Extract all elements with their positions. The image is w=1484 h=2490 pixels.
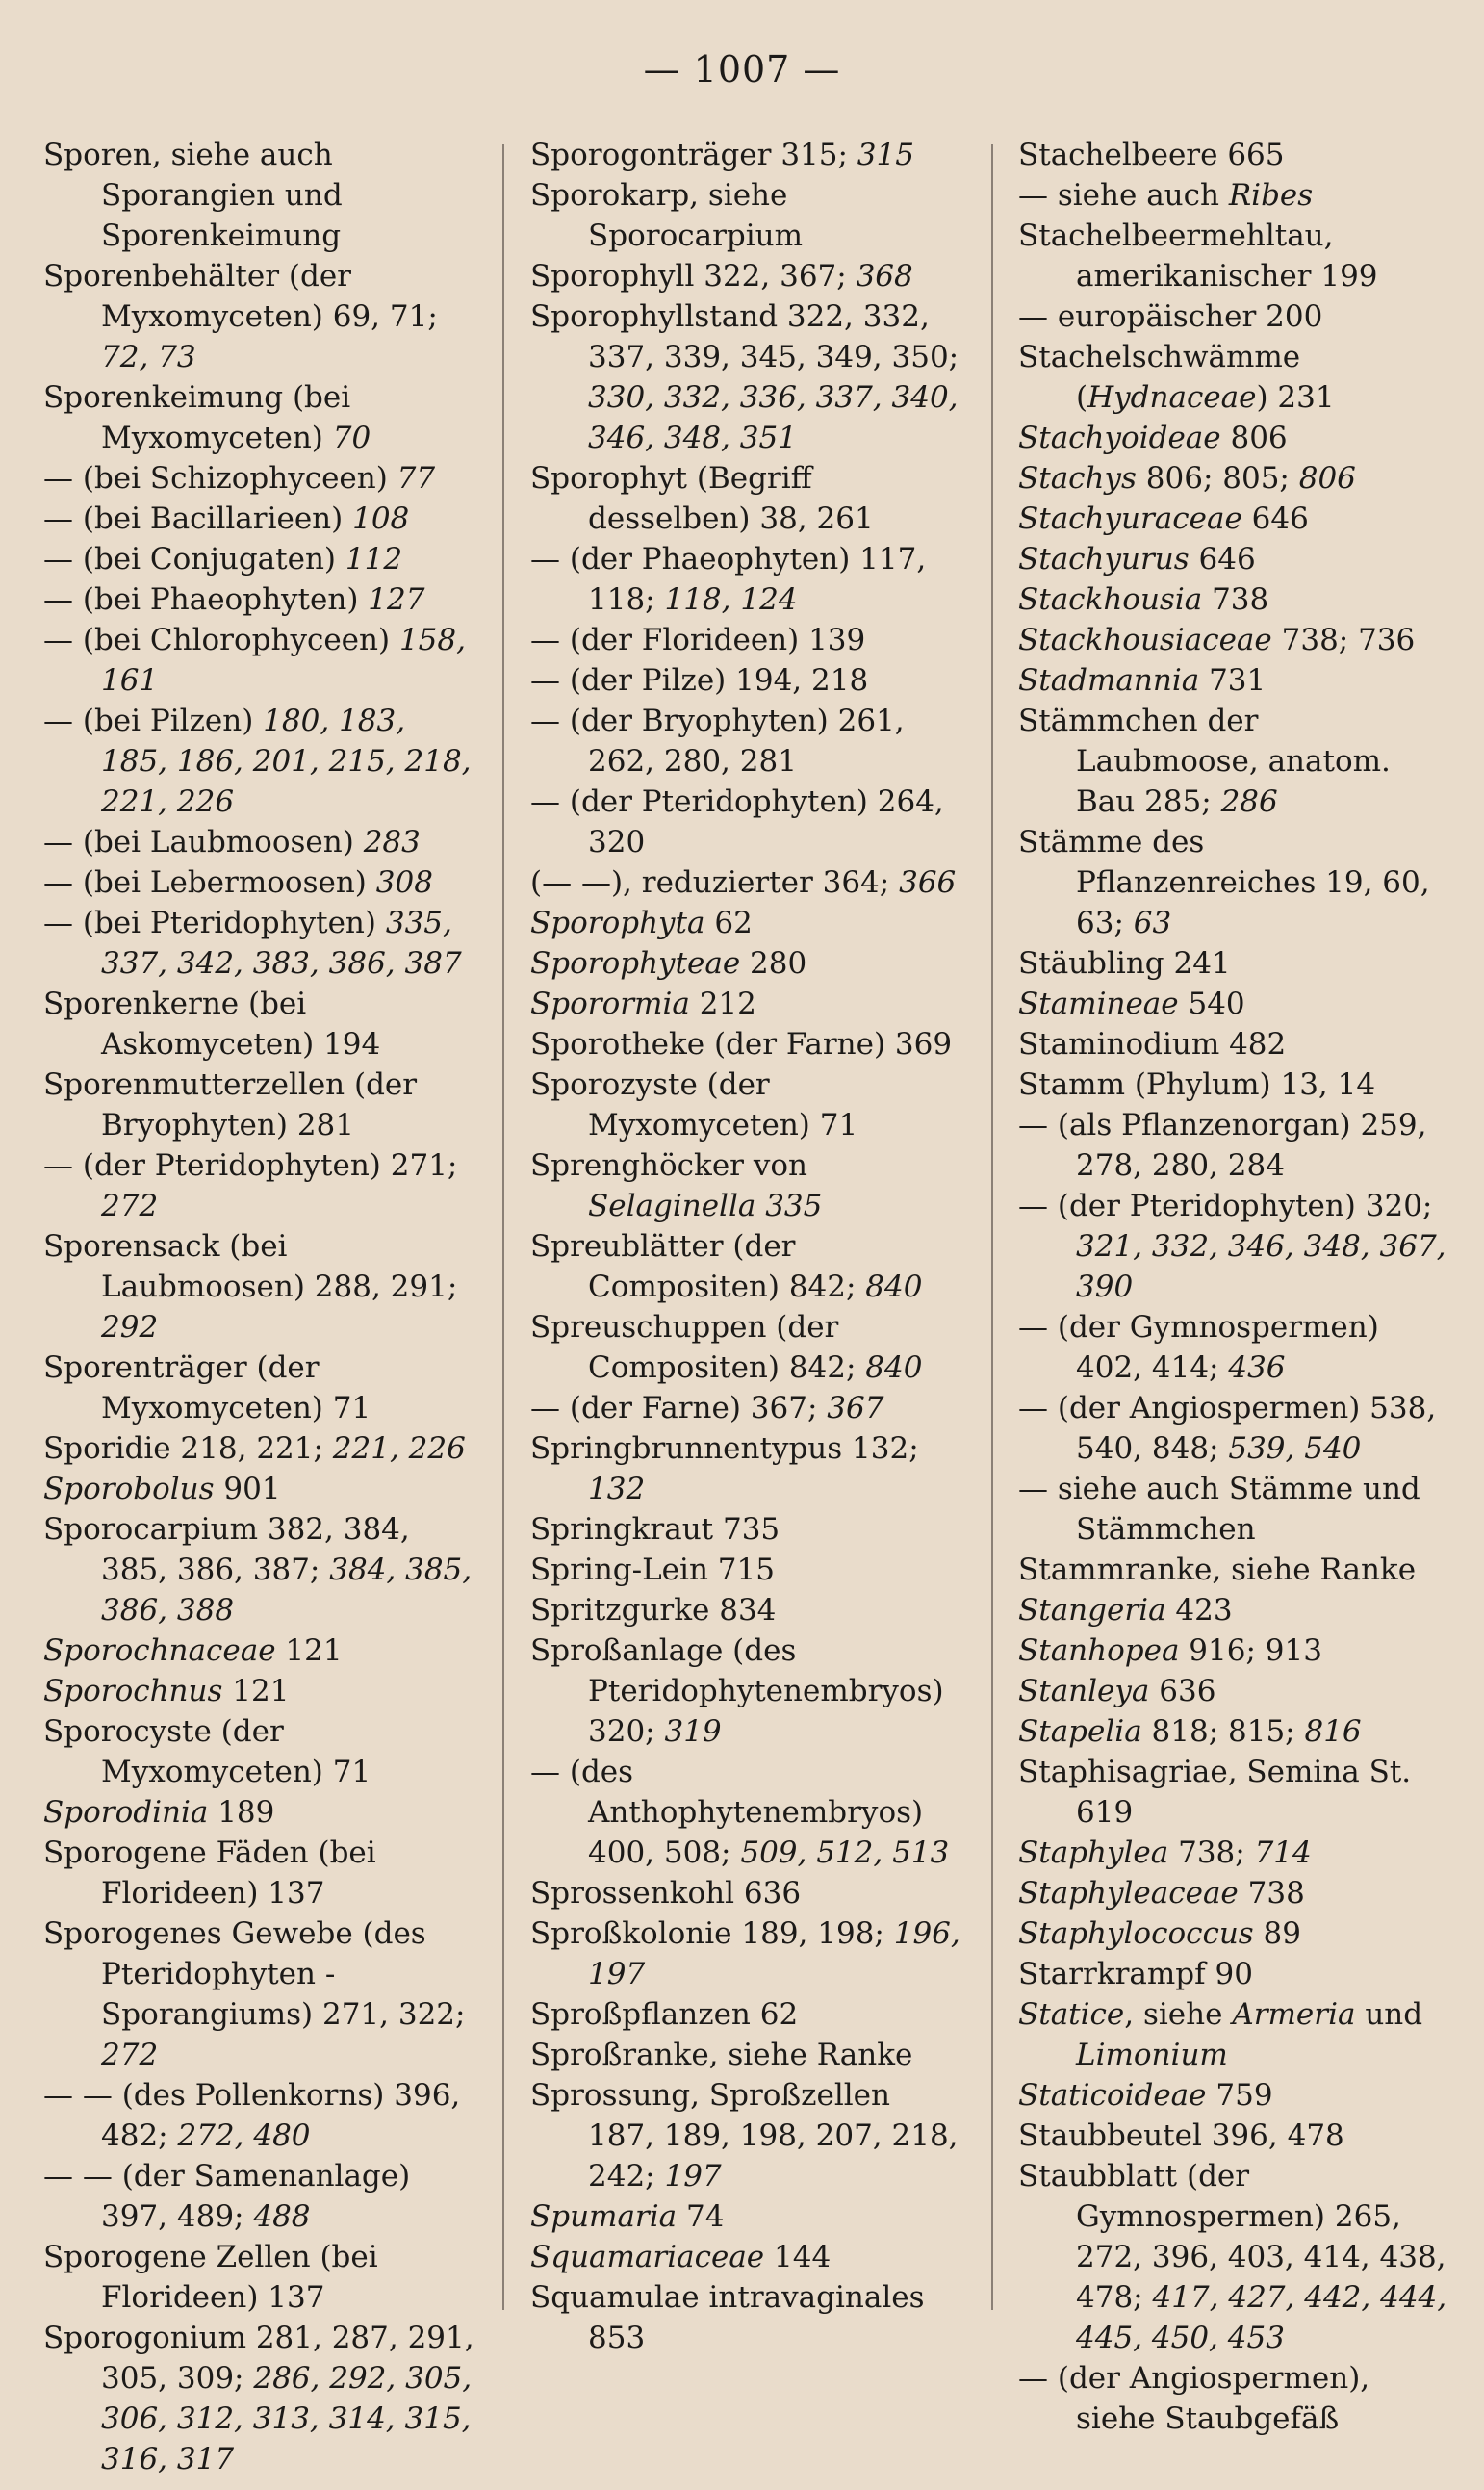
index-entry: Spreublätter (der Compositen) 842; 840	[530, 1229, 923, 1304]
index-entry: — (bei Pteridophyten) 335, 337, 342, 383, 386, 387	[43, 906, 462, 981]
index-entry: Stammranke, siehe Ranke	[1018, 1553, 1417, 1587]
page-number: — 1007 —	[643, 48, 841, 90]
index-entry: Sporenkeimung (bei Myxomyceten) 70	[43, 380, 371, 455]
index-entry: Stachyuraceae 646	[1018, 501, 1309, 536]
index-entry: Squamariaceae 144	[530, 2240, 832, 2274]
index-entry: Sporocarpium 382, 384, 385, 386, 387; 384, 385, 386, 388	[43, 1512, 473, 1628]
index-entry: — (der Pteridophyten) 271; 272	[43, 1148, 458, 1223]
index-entry: Sporen, siehe auch Sporangien und Sporenkeimung	[43, 138, 343, 253]
index-entry: Sporormia 212	[530, 987, 756, 1021]
index-entry: Stachyoideae 806	[1018, 421, 1288, 455]
index-entry: — (der Farne) 367; 367	[530, 1391, 884, 1425]
index-entry: Stackhousia 738	[1018, 582, 1269, 617]
index-entry: Sporodinia 189	[43, 1795, 275, 1830]
index-entry: — — (der Samenanlage) 397, 489; 488	[43, 2159, 411, 2234]
index-entry: Sporidie 218, 221; 221, 226	[43, 1431, 466, 1466]
index-entry: Sprossung, Sproßzellen 187, 189, 198, 207, 218, 242; 197	[530, 2078, 959, 2194]
index-entry: Sproßkolonie 189, 198; 196, 197	[530, 1916, 960, 1991]
index-entry: — (bei Chlorophyceen) 158, 161	[43, 623, 466, 698]
index-entry: Stachelbeermehltau, amerikanischer 199	[1018, 218, 1378, 294]
index-entry: — (bei Schizophyceen) 77	[43, 461, 436, 496]
index-column-3	[1018, 135, 1449, 2439]
index-entry: — (der Phaeophyten) 117, 118; 118, 124	[530, 542, 927, 617]
index-entry: Stanhopea 916; 913	[1018, 1633, 1322, 1668]
index-entry: — (bei Laubmoosen) 283	[43, 825, 421, 860]
index-entry: Sporogonium 281, 287, 291, 305, 309; 286, 292, 305, 306, 312, 313, 314, 315, 316, 317	[43, 2321, 474, 2477]
index-entry: Staubblatt (der Gymnospermen) 265, 272, 396, 403, 414, 438, 478; 417, 427, 442, 444, 445, 450, 453	[1018, 2159, 1447, 2355]
index-entry: — (der Bryophyten) 261, 262, 280, 281	[530, 704, 905, 779]
index-entry: — (bei Bacillarieen) 108	[43, 501, 410, 536]
index-entry: Stamineae 540	[1018, 987, 1245, 1021]
index-entry: Sporobolus 901	[43, 1472, 281, 1506]
index-entry: Sporogonträger 315; 315	[530, 138, 914, 172]
index-entry: — siehe auch Stämme und Stämmchen	[1018, 1472, 1420, 1547]
index-entry: Stamm (Phylum) 13, 14	[1018, 1067, 1376, 1102]
index-entry: — europäischer 200	[1018, 299, 1323, 334]
index-entry: Squamulae intravaginales 853	[530, 2280, 925, 2355]
index-entry: Stachelschwämme (Hydnaceae) 231	[1018, 340, 1335, 415]
index-entry: Stanleya 636	[1018, 1674, 1216, 1708]
index-entry: Spritzgurke 834	[530, 1593, 777, 1628]
index-entry: Spring-Lein 715	[530, 1553, 775, 1587]
index-entry: Sprenghöcker von Selaginella 335	[530, 1148, 823, 1223]
index-entry: Staphylea 738; 714	[1018, 1835, 1312, 1870]
index-entry: Sporenkerne (bei Askomyceten) 194	[43, 987, 381, 1062]
index-entry: Staphisagriae, Semina St. 619	[1018, 1755, 1412, 1830]
index-entry: Sporensack (bei Laubmoosen) 288, 291; 292	[43, 1229, 458, 1345]
index-entry: — (bei Conjugaten) 112	[43, 542, 403, 577]
index-entry: Sporotheke (der Farne) 369	[530, 1027, 953, 1062]
index-entry: Sporozyste (der Myxomyceten) 71	[530, 1067, 858, 1142]
index-entry: Sproßpflanzen 62	[530, 1997, 799, 2032]
index-entry: — (der Pilze) 194, 218	[530, 663, 869, 698]
column-divider	[502, 144, 504, 2310]
index-entry: Stämme des Pflanzenreiches 19, 60, 63; 63	[1018, 825, 1430, 940]
index-entry: Sporochnus 121	[43, 1674, 290, 1708]
index-entry: Staphylococcus 89	[1018, 1916, 1302, 1951]
index-entry: Sporocyste (der Myxomyceten) 71	[43, 1714, 371, 1789]
index-entry: Stapelia 818; 815; 816	[1018, 1714, 1362, 1749]
index-entry: Sporophyll 322, 367; 368	[530, 259, 913, 294]
index-entry: Stachyurus 646	[1018, 542, 1256, 577]
index-entry: Stachys 806; 805; 806	[1018, 461, 1356, 496]
index-entry: Stäubling 241	[1018, 946, 1231, 981]
index-entry: Sporenbehälter (der Myxomyceten) 69, 71; 72, 73	[43, 259, 438, 374]
index-entry: — (der Pteridophyten) 320; 321, 332, 346, 348, 367, 390	[1018, 1189, 1446, 1304]
index-entry: Staticoideae 759	[1018, 2078, 1273, 2113]
index-entry: — (als Pflanzenorgan) 259, 278, 280, 284	[1018, 1108, 1427, 1183]
index-entry: Stangeria 423	[1018, 1593, 1233, 1628]
index-entry: Sporogene Zellen (bei Florideen) 137	[43, 2240, 378, 2315]
index-entry: — (der Angiospermen) 538, 540, 848; 539, 540	[1018, 1391, 1437, 1466]
index-entry: Sporenträger (der Myxomyceten) 71	[43, 1350, 371, 1425]
index-column-2	[530, 135, 963, 2358]
index-entry: Staminodium 482	[1018, 1027, 1287, 1062]
index-entry: Staphyleaceae 738	[1018, 1876, 1305, 1911]
index-entry: — siehe auch Ribes	[1018, 178, 1314, 213]
index-entry: Sprossenkohl 636	[530, 1876, 802, 1911]
index-entry: Sporophyllstand 322, 332, 337, 339, 345, 349, 350; 330, 332, 336, 337, 340, 346, 348, 351	[530, 299, 959, 455]
index-entry: Spreuschuppen (der Compositen) 842; 840	[530, 1310, 923, 1385]
index-entry: — (des Anthophytenembryos) 400, 508; 509, 512, 513	[530, 1755, 950, 1870]
index-entry: Sporochnaceae 121	[43, 1633, 343, 1668]
index-entry: Springbrunnentypus 132; 132	[530, 1431, 919, 1506]
index-entry: Sporokarp, siehe Sporocarpium	[530, 178, 804, 253]
index-entry: Sproßanlage (des Pteridophytenembryos) 320; 319	[530, 1633, 944, 1749]
index-entry: Sporogenes Gewebe (des Pteridophyten - Sporangiums) 271, 322; 272	[43, 1916, 466, 2072]
index-entry: Staubbeutel 396, 478	[1018, 2118, 1344, 2153]
index-entry: — (bei Phaeophyten) 127	[43, 582, 425, 617]
index-entry: — (bei Lebermoosen) 308	[43, 865, 433, 900]
index-entry: Starrkrampf 90	[1018, 1957, 1253, 1991]
index-entry: — (der Florideen) 139	[530, 623, 866, 657]
index-entry: — (bei Pilzen) 180, 183, 185, 186, 201, 215, 218, 221, 226	[43, 704, 472, 819]
index-entry: — — (des Pollenkorns) 396, 482; 272, 480	[43, 2078, 461, 2153]
index-entry: (— —), reduzierter 364; 366	[530, 865, 957, 900]
index-entry: — (der Gymnospermen) 402, 414; 436	[1018, 1310, 1379, 1385]
index-entry: — (der Pteridophyten) 264, 320	[530, 784, 944, 860]
index-entry: Sporophyta 62	[530, 906, 753, 940]
column-divider	[991, 144, 993, 2310]
index-entry: Sporophyt (Begriff desselben) 38, 261	[530, 461, 874, 536]
index-entry: Stämmchen der Laubmoose, anatom. Bau 285; 286	[1018, 704, 1391, 819]
index-entry: Statice, siehe Armeria und Limonium	[1018, 1997, 1423, 2072]
index-entry: Stachelbeere 665	[1018, 138, 1285, 172]
index-column-1	[43, 135, 476, 2479]
index-entry: Spumaria 74	[530, 2199, 725, 2234]
index-entry: Stackhousiaceae 738; 736	[1018, 623, 1416, 657]
index-entry: Sporogene Fäden (bei Florideen) 137	[43, 1835, 376, 1911]
index-entry: Sproßranke, siehe Ranke	[530, 2038, 913, 2072]
index-entry: Sporenmutterzellen (der Bryophyten) 281	[43, 1067, 418, 1142]
index-entry: Sporophyteae 280	[530, 946, 807, 981]
index-entry: Springkraut 735	[530, 1512, 780, 1547]
index-entry: Stadmannia 731	[1018, 663, 1267, 698]
index-entry: — (der Angiospermen), siehe Staubgefäß	[1018, 2361, 1370, 2436]
